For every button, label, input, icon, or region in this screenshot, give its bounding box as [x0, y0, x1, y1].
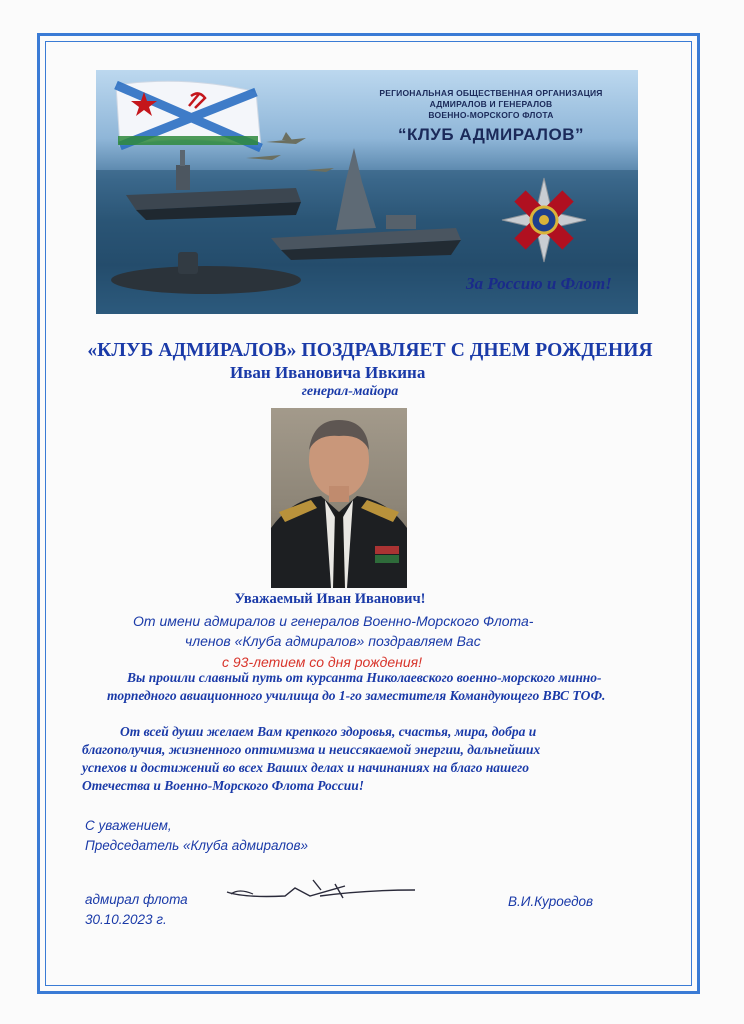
header-banner — [96, 70, 638, 314]
regards-text: С уважением, — [85, 818, 172, 833]
body-line-2: членов «Клуба адмиралов» поздравляем Вас — [185, 633, 481, 649]
banner-line-1: РЕГИОНАЛЬНАЯ ОБЩЕСТВЕННАЯ ОРГАНИЗАЦИЯ — [379, 88, 603, 98]
congratulation-heading: «КЛУБ АДМИРАЛОВ» ПОЗДРАВЛЯЕТ С ДНЕМ РОЖДЕНИЯ — [87, 340, 653, 361]
career-line-1: Вы прошли славный путь от курсанта Николаевского военно-морского минно- — [127, 670, 602, 685]
naval-ensign-flag-icon — [116, 81, 261, 148]
chair-title: Председатель «Клуба адмиралов» — [85, 838, 309, 853]
wishes-paragraph — [82, 723, 682, 795]
wishes-line-1: От всей души желаем Вам крепкого здоровья, счастья, мира, добра и — [120, 724, 537, 739]
greeting: Уважаемый Иван Иванович! — [234, 591, 426, 607]
document-date: 30.10.2023 г. — [85, 912, 167, 927]
wishes-line-4: Отечества и Военно-Морского Флота России! — [82, 778, 365, 793]
handwritten-signature — [225, 876, 425, 906]
honoree-rank: генерал-майора — [301, 384, 399, 399]
club-name: “КЛУБ АДМИРАЛОВ” — [398, 125, 584, 144]
honoree-name: Иван Ивановича Ивкина — [230, 363, 426, 382]
signer-name: В.И.Куроедов — [508, 894, 594, 909]
banner-motto: За Россию и Флот! — [466, 274, 612, 293]
body-line-1: От имени адмиралов и генералов Военно-Морского Флота- — [133, 613, 534, 629]
anniversary-line: с 93-летием со дня рождения! — [222, 654, 422, 670]
honoree-portrait — [271, 408, 407, 588]
career-line-2: торпедного авиационного училища до 1-го заместителя Командующего ВВС ТОФ. — [107, 688, 606, 703]
organization-title — [346, 88, 636, 146]
wishes-line-2: благополучия, жизненного оптимизма и неиссякаемой энергии, дальнейших — [82, 742, 541, 757]
wishes-line-3: успехов и достижений во всех Ваших делах и начинаниях на благо нашего — [82, 760, 530, 775]
banner-line-3: ВОЕННО-МОРСКОГО ФЛОТА — [428, 110, 554, 120]
banner-line-2: АДМИРАЛОВ И ГЕНЕРАЛОВ — [429, 99, 553, 109]
career-paragraph — [107, 669, 697, 705]
signer-rank: адмирал флота — [85, 892, 188, 907]
